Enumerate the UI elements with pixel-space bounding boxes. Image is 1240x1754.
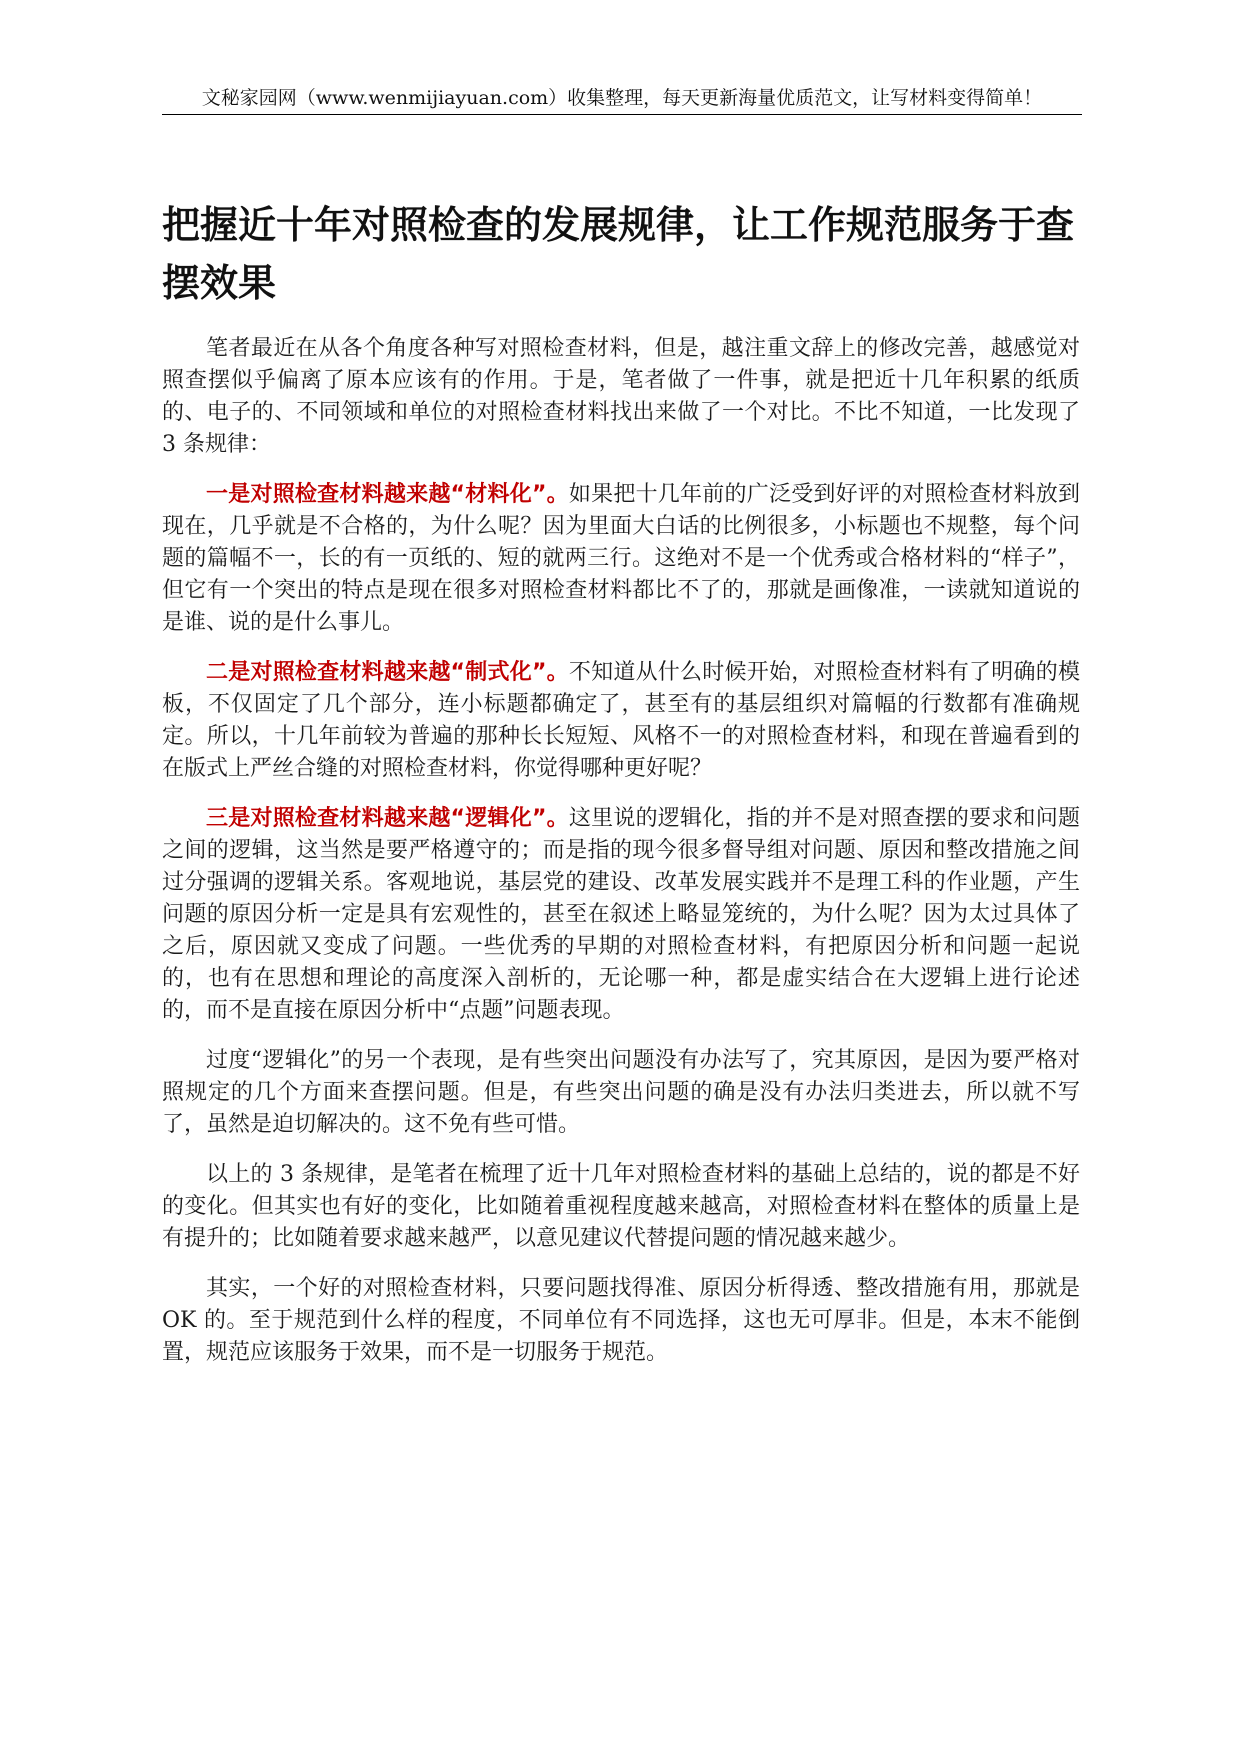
article-body <box>162 333 1080 1387</box>
paragraph-conclusion: 其实，一个好的对照检查材料，只要问题找得准、原因分析得透、整改措施有用，那就是 OK 的。至于规范到什么样的程度，不同单位有不同选择，这也无可厚非。但是，本末不能倒置，规范应该服务于效果，而不是一切服务于规范。 <box>162 1276 1080 1365</box>
paragraph-over-logic: 过度“逻辑化”的另一个表现，是有些突出问题没有办法写了，究其原因，是因为要严格对照规定的几个方面来查摆问题。但是，有些突出问题的确是没有办法归类进去，所以就不写了，虽然是迫切解决的。这不免有些可惜。 <box>162 1048 1080 1137</box>
paragraph-summary: 以上的 3 条规律，是笔者在梳理了近十几年对照检查材料的基础上总结的，说的都是不好的变化。但其实也有好的变化，比如随着重视程度越来越高，对照检查材料在整体的质量上是有提升的；比如随着要求越来越严，以意见建议代替提问题的情况越来越少。 <box>162 1162 1080 1251</box>
point-three-text: 这里说的逻辑化，指的并不是对照查摆的要求和问题之间的逻辑，这当然是要严格遵守的；而是指的现今很多督导组对问题、原因和整改措施之间过分强调的逻辑关系。客观地说，基层党的建设、改革发展实践并不是理工科的作业题，产生问题的原因分析一定是具有宏观性的，甚至在叙述上略显笼统的，为什么呢？因为太过具体了之后，原因就又变成了问题。一些优秀的早期的对照检查材料，有把原因分析和问题一起说的，也有在思想和理论的高度深入剖析的，无论哪一种，都是虚实结合在大逻辑上进行论述的，而不是直接在原因分析中“点题”问题表现。 <box>162 806 1080 1023</box>
intro-paragraph: 笔者最近在从各个角度各种写对照检查材料，但是，越注重文辞上的修改完善，越感觉对照查摆似乎偏离了原本应该有的作用。于是，笔者做了一件事，就是把近十几年积累的纸质的、电子的、不同领域和单位的对照检查材料找出来做了一个对比。不比不知道，一比发现了 3 条规律： <box>162 336 1080 457</box>
point-one-paragraph <box>162 479 1080 639</box>
page-header: 文秘家园网（www.wenmijiayuan.com）收集整理，每天更新海量优质范文，让写材料变得简单！ <box>162 84 1082 115</box>
point-three-paragraph <box>162 803 1080 1027</box>
point-three-lead: 三是对照检查材料越来越“逻辑化”。 <box>206 806 569 831</box>
point-one-text: 如果把十几年前的广泛受到好评的对照检查材料放到现在，几乎就是不合格的，为什么呢？因为里面大白话的比例很多，小标题也不规整，每个问题的篇幅不一，长的有一页纸的、短的就两三行。这绝对不是一个优秀或合格材料的“样子”，但它有一个突出的特点是现在很多对照检查材料都比不了的，那就是画像准，一读就知道说的是谁、说的是什么事儿。 <box>162 482 1080 635</box>
point-two-paragraph <box>162 657 1080 785</box>
point-two-lead: 二是对照检查材料越来越“制式化”。 <box>206 660 569 685</box>
article-title: 把握近十年对照检查的发展规律，让工作规范服务于查摆效果 <box>162 203 1075 305</box>
point-one-lead: 一是对照检查材料越来越“材料化”。 <box>206 482 569 507</box>
point-two-text: 不知道从什么时候开始，对照检查材料有了明确的模板，不仅固定了几个部分，连小标题都确定了，甚至有的基层组织对篇幅的行数都有准确规定。所以，十几年前较为普遍的那种长长短短、风格不一的对照检查材料，和现在普遍看到的在版式上严丝合缝的对照检查材料，你觉得哪种更好呢？ <box>162 660 1080 781</box>
